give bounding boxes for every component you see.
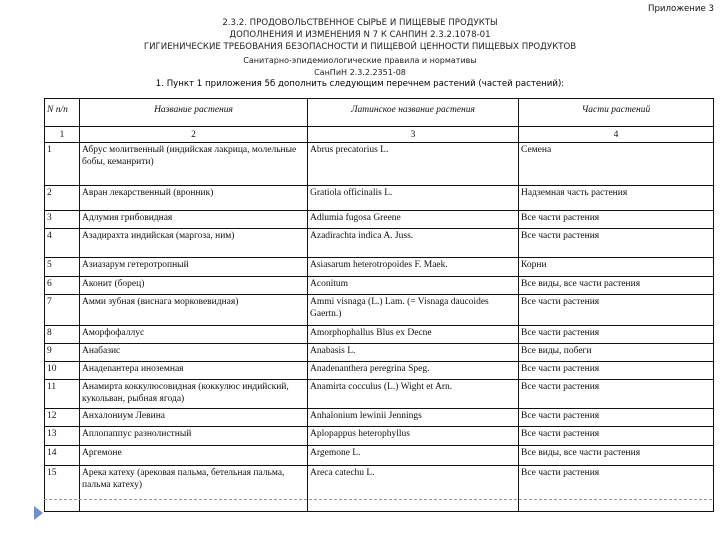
col-header-number: N п/п — [45, 99, 80, 127]
cell-name: Амми зубная (виснага морковевидная) — [80, 295, 308, 326]
table-row — [45, 277, 714, 295]
cell-parts: Все части растения — [519, 326, 714, 344]
cell-parts: Семена — [519, 143, 714, 186]
doc-heading-2: ДОПОЛНЕНИЯ И ИЗМЕНЕНИЯ N 7 К САНПИН 2.3.2.1078-01 — [229, 30, 491, 40]
cell-name: Аморфофаллус — [80, 326, 308, 344]
cell-name: Абрус молитвенный (индийская лакрица, молельные бобы, кеманрити) — [80, 143, 308, 186]
cell-parts: Все части растения — [519, 380, 714, 409]
cell-parts: Все части растения — [519, 295, 714, 326]
cell-name: Анадenантера иноземная — [80, 362, 308, 380]
col-number: 4 — [519, 127, 714, 143]
cell-name: Авран лекарственный (вронник) — [80, 186, 308, 211]
cell-name: Адлумия грибовидная — [80, 211, 308, 229]
cell-n: 8 — [45, 326, 80, 344]
cell-name: Анамирта коккулюсовидная (коккулюс индийский, кукольван, рыбная ягода) — [80, 380, 308, 409]
col-header-name: Название растения — [80, 99, 308, 127]
cell-parts: Все части растения — [519, 466, 714, 512]
doc-heading-4: Санитарно-эпидемиологические правила и нормативы — [243, 56, 477, 65]
cell-parts: Все части растения — [519, 211, 714, 229]
cell-name: Азадирахта индийская (маргоза, ним) — [80, 229, 308, 258]
doc-heading-1: 2.3.2. ПРОДОВОЛЬСТВЕННОЕ СЫРЬЕ И ПИЩЕВЫЕ ПРОДУКТЫ — [222, 18, 498, 28]
cell-n: 11 — [45, 380, 80, 409]
bookmark-arrow-icon — [34, 506, 43, 520]
cell-name: Азиазарум гетеротропный — [80, 258, 308, 277]
cell-latin: Asiasarum heterotropoides F. Maek. — [308, 258, 519, 277]
table-row — [45, 362, 714, 380]
col-number: 1 — [45, 127, 80, 143]
cell-latin: Amorphophallus Blus ex Decne — [308, 326, 519, 344]
table-row — [45, 344, 714, 362]
cell-parts: Все виды, побеги — [519, 344, 714, 362]
cell-parts: Все виды, все части растения — [519, 277, 714, 295]
cell-latin: Anhalonium lewinii Jennings — [308, 409, 519, 427]
cell-parts: Надземная часть растения — [519, 186, 714, 211]
cell-name: Анхалониум Левина — [80, 409, 308, 427]
cell-latin: Azadirachta indica A. Juss. — [308, 229, 519, 258]
table-row — [45, 409, 714, 427]
cell-latin: Areca catechu L. — [308, 466, 519, 512]
cell-name: Арека катеху (арековая пальма, бетельная пальма, пальма катеху) — [80, 466, 308, 512]
cell-n: 14 — [45, 446, 80, 466]
cell-name: Аконит (борец) — [80, 277, 308, 295]
cell-latin: Aconitum — [308, 277, 519, 295]
cell-n: 1 — [45, 143, 80, 186]
cell-latin: Abrus precatorius L. — [308, 143, 519, 186]
col-number: 2 — [80, 127, 308, 143]
cell-parts: Корни — [519, 258, 714, 277]
page-break-line — [44, 499, 712, 500]
plants-table — [44, 98, 714, 512]
cell-n: 15 — [45, 466, 80, 512]
cell-latin: Anabasis L. — [308, 344, 519, 362]
col-header-parts: Части растений — [519, 99, 714, 127]
cell-parts: Все части растения — [519, 362, 714, 380]
table-row — [45, 326, 714, 344]
doc-heading-3: ГИГИЕНИЧЕСКИЕ ТРЕБОВАНИЯ БЕЗОПАСНОСТИ И ПИЩЕВОЙ ЦЕННОСТИ ПИЩЕВЫХ ПРОДУКТОВ — [143, 42, 577, 52]
col-number: 3 — [308, 127, 519, 143]
table-row — [45, 186, 714, 211]
table-row — [45, 211, 714, 229]
cell-latin: Anamirta cocculus (L.) Wight et Arn. — [308, 380, 519, 409]
cell-latin: Gratiola officinalis L. — [308, 186, 519, 211]
column-number-row — [45, 127, 714, 143]
cell-n: 10 — [45, 362, 80, 380]
header-row — [45, 99, 714, 127]
table-row — [45, 380, 714, 409]
cell-latin: Ammi visnaga (L.) Lam. (= Visnaga daucoides Gaertn.) — [308, 295, 519, 326]
cell-latin: Anadenanthera peregrina Speg. — [308, 362, 519, 380]
table-row — [45, 258, 714, 277]
cell-n: 3 — [45, 211, 80, 229]
cell-n: 9 — [45, 344, 80, 362]
cell-n: 7 — [45, 295, 80, 326]
cell-n: 13 — [45, 427, 80, 446]
cell-name: Анабазис — [80, 344, 308, 362]
cell-parts: Все виды, все части растения — [519, 446, 714, 466]
cell-n: 12 — [45, 409, 80, 427]
appendix-label: Приложение 3 — [648, 4, 714, 14]
cell-n: 2 — [45, 186, 80, 211]
cell-parts: Все части растения — [519, 409, 714, 427]
cell-name: Аплопаппус разнолистный — [80, 427, 308, 446]
cell-n: 5 — [45, 258, 80, 277]
table-row — [45, 229, 714, 258]
table-row — [45, 143, 714, 186]
doc-heading-5: СанПиН 2.3.2.2351-08 — [314, 68, 406, 77]
cell-latin: Adlumia fugosa Greene — [308, 211, 519, 229]
table-row — [45, 295, 714, 326]
cell-n: 4 — [45, 229, 80, 258]
doc-intro: 1. Пункт 1 приложения 5б дополнить следующим перечнем растений (частей растений): — [155, 79, 565, 89]
table-row — [45, 466, 714, 512]
col-header-latin: Латинское название растения — [308, 99, 519, 127]
cell-latin: Aplopappus heterophyllus — [308, 427, 519, 446]
cell-n: 6 — [45, 277, 80, 295]
table-row — [45, 446, 714, 466]
cell-parts: Все части растения — [519, 229, 714, 258]
cell-latin: Argemone L. — [308, 446, 519, 466]
cell-parts: Все части растения — [519, 427, 714, 446]
cell-name: Аргемоне — [80, 446, 308, 466]
table-row — [45, 427, 714, 446]
